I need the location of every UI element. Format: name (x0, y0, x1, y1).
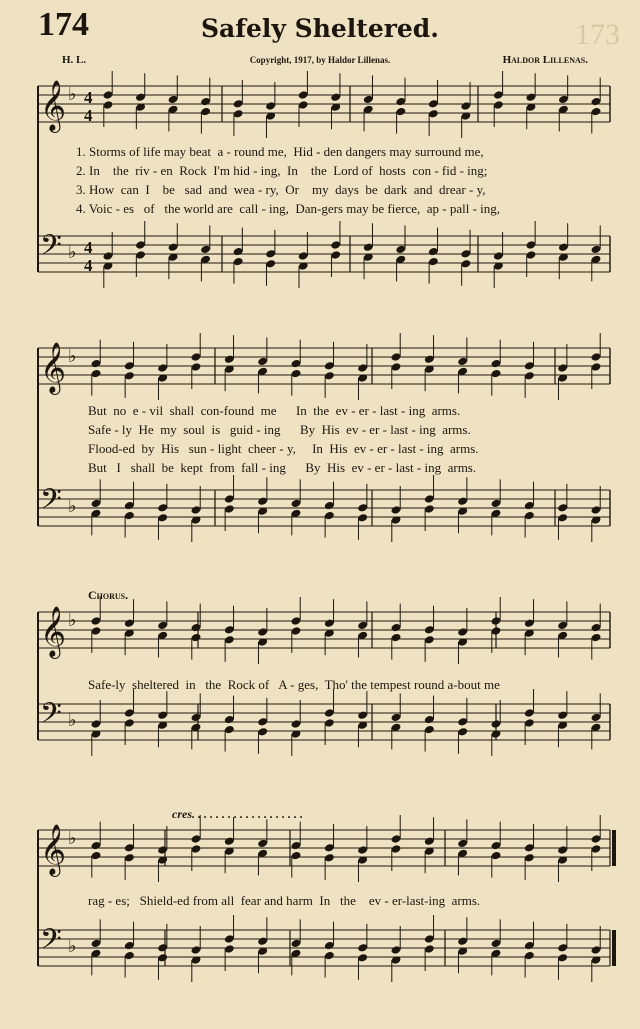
chorus-line-2: rag - es; Shield-ed from all fear and harm In the ev - er-last-ing arms. (88, 893, 481, 908)
hymn-number: 174 (38, 6, 89, 43)
key-signature-flat: ♭ (68, 242, 77, 262)
verse-4-line-a: 4. Voic - es of the world are call - ing, Dan-gers may be fierce, ap - pall - ing, (76, 201, 501, 216)
composer-credit: Haldor Lillenas. (502, 54, 588, 66)
treble-clef: 𝄞 (40, 342, 67, 393)
treble-clef: 𝄞 (40, 80, 67, 131)
time-signature-top: 4 (84, 88, 93, 107)
crescendo-marking: cres. . . . . . . . . . . . . . . . . . . (172, 807, 303, 821)
bass-clef: 𝄢 (40, 483, 62, 523)
key-signature-flat: ♭ (68, 346, 77, 366)
chorus-label: Chorus. (88, 588, 129, 602)
time-signature-bottom: 4 (84, 106, 93, 125)
key-signature-flat: ♭ (68, 828, 77, 848)
key-signature-flat: ♭ (68, 496, 77, 516)
time-signature-bottom: 4 (84, 256, 93, 275)
verse-1-line-a: 1. Storms of life may beat a - round me, Hid - den dangers may surround me, (76, 144, 484, 159)
hymn-title: Safely Sheltered. (201, 14, 439, 43)
key-signature-flat: ♭ (68, 610, 77, 630)
author-initials: H. L. (62, 54, 87, 66)
key-signature-flat: ♭ (68, 84, 77, 104)
verse-3-line-b: Flood-ed by His sun - light cheer - y, In His ev - er - last - ing arms. (88, 441, 479, 456)
copyright-notice: Copyright, 1917, by Haldor Lillenas. (249, 55, 391, 65)
bass-clef: 𝄢 (40, 697, 62, 737)
verse-4-line-b: But I shall be kept from fall - ing By His ev - er - last - ing arms. (88, 460, 477, 475)
treble-clef: 𝄞 (40, 606, 67, 657)
key-signature-flat: ♭ (68, 710, 77, 730)
verse-2-line-b: Safe - ly He my soul is guid - ing By His ev - er - last - ing arms. (88, 422, 471, 437)
treble-clef: 𝄞 (40, 824, 67, 875)
bass-clef: 𝄢 (40, 229, 62, 269)
time-signature-top: 4 (84, 238, 93, 257)
verse-1-line-b: But no e - vil shall con-found me In the ev - er - last - ing arms. (88, 403, 461, 418)
bass-clef: 𝄢 (40, 923, 62, 963)
bleed-through-number: 173 (575, 18, 620, 51)
verse-2-line-a: 2. In the riv - en Rock I'm hid - ing, In the Lord of hosts con - fid - ing; (76, 163, 488, 178)
verse-3-line-a: 3. How can I be sad and wea - ry, Or my days be dark and drear - y, (76, 182, 486, 197)
key-signature-flat: ♭ (68, 936, 77, 956)
chorus-line-1: Safe-ly sheltered in the Rock of A - ges, Tho' the tempest round a-bout me (88, 677, 500, 692)
